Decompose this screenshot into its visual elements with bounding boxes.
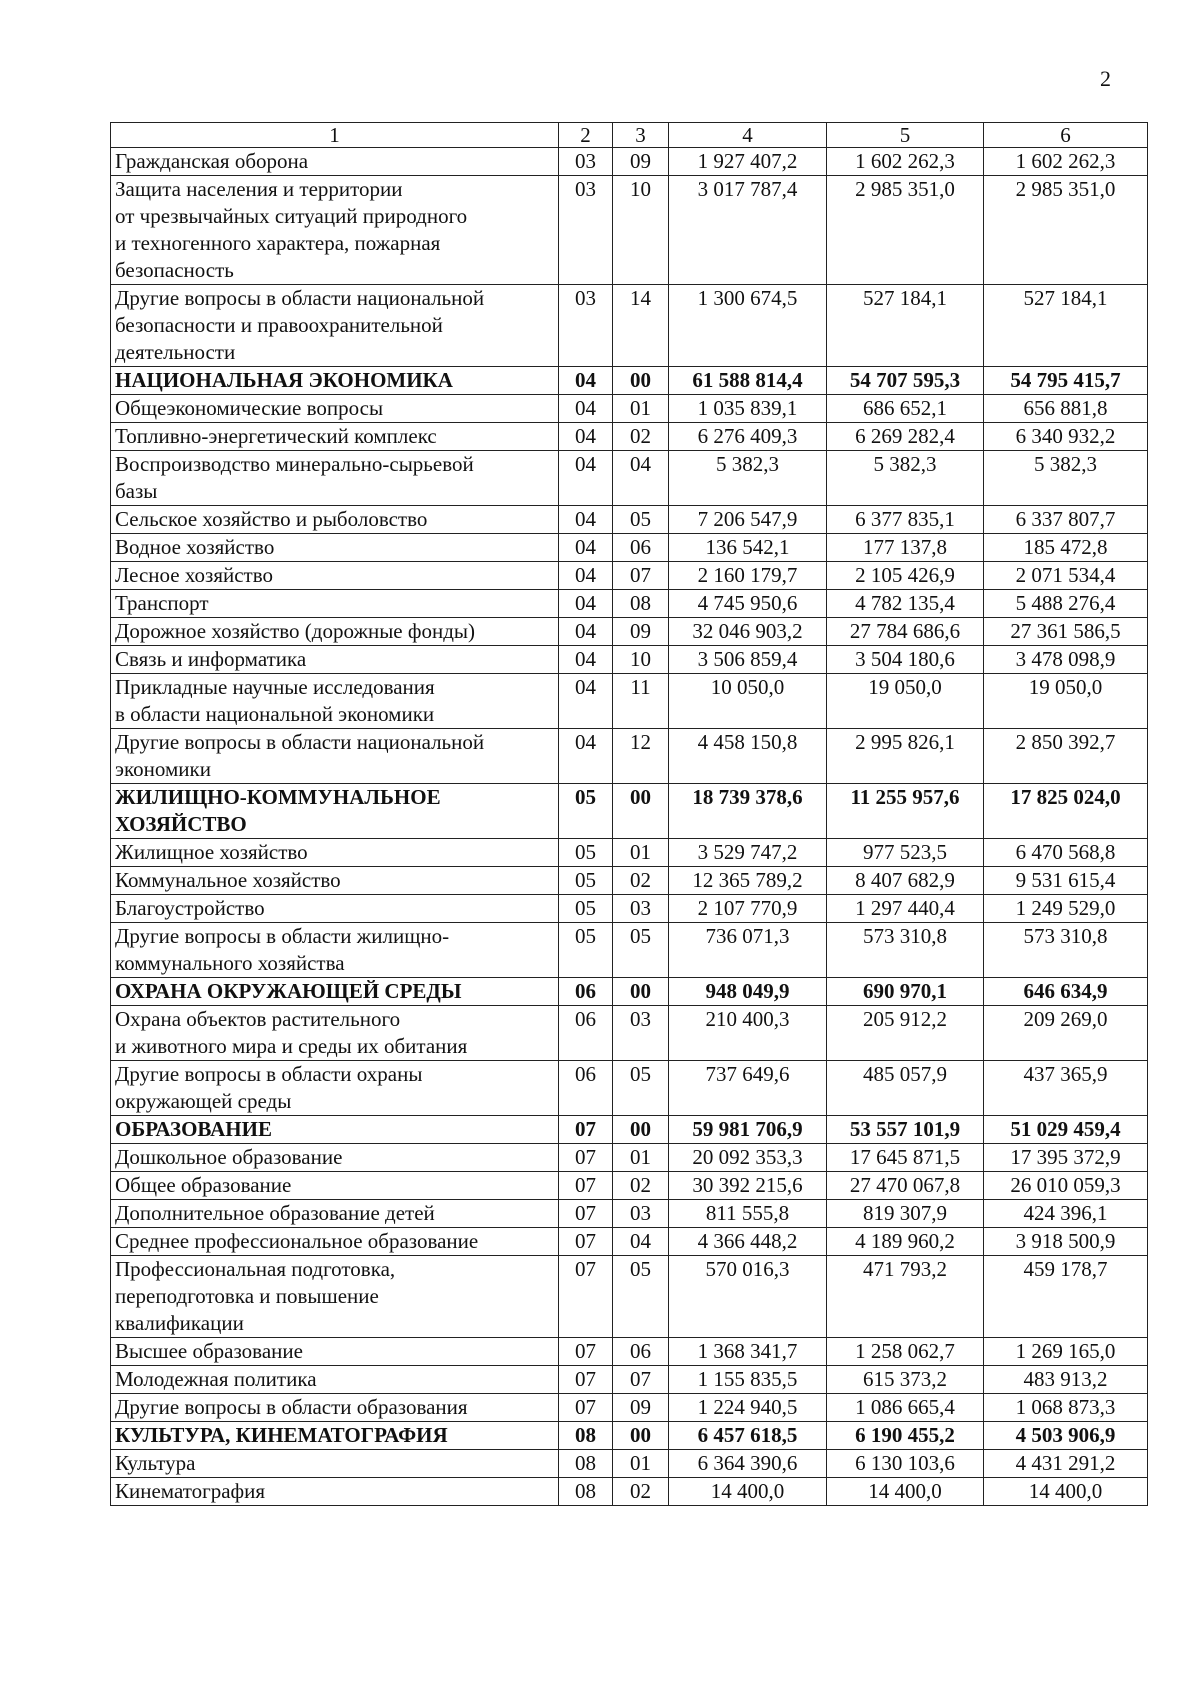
row-value-col5-cell: 485 057,9 bbox=[827, 1061, 984, 1116]
row-section-code-cell: 07 bbox=[559, 1144, 613, 1172]
row-value-col6-cell: 483 913,2 bbox=[984, 1366, 1148, 1394]
row-value-col5-cell: 2 985 351,0 bbox=[827, 176, 984, 285]
row-value-col4-cell: 4 458 150,8 bbox=[669, 729, 827, 784]
row-name-cell: Кинематография bbox=[111, 1478, 559, 1506]
row-name-cell: ОБРАЗОВАНИЕ bbox=[111, 1116, 559, 1144]
row-value-col4-cell: 20 092 353,3 bbox=[669, 1144, 827, 1172]
row-subsection-code-cell: 09 bbox=[613, 1394, 669, 1422]
row-value-col4-cell: 30 392 215,6 bbox=[669, 1172, 827, 1200]
row-section-code-cell: 03 bbox=[559, 148, 613, 176]
row-section-code-cell: 05 bbox=[559, 784, 613, 839]
section-row bbox=[111, 784, 1148, 839]
row-name-cell: Профессиональная подготовка, переподготовка и повышение квалификации bbox=[111, 1256, 559, 1338]
table-row bbox=[111, 395, 1148, 423]
row-value-col4-cell: 59 981 706,9 bbox=[669, 1116, 827, 1144]
section-row bbox=[111, 367, 1148, 395]
row-value-col6-cell: 9 531 615,4 bbox=[984, 867, 1148, 895]
row-value-col5-cell: 6 377 835,1 bbox=[827, 506, 984, 534]
row-value-col4-cell: 1 927 407,2 bbox=[669, 148, 827, 176]
row-subsection-code-cell: 06 bbox=[613, 1338, 669, 1366]
row-name-cell: Дорожное хозяйство (дорожные фонды) bbox=[111, 618, 559, 646]
row-value-col4-cell: 3 529 747,2 bbox=[669, 839, 827, 867]
row-value-col6-cell: 2 071 534,4 bbox=[984, 562, 1148, 590]
row-name-cell: КУЛЬТУРА, КИНЕМАТОГРАФИЯ bbox=[111, 1422, 559, 1450]
row-name-cell: Молодежная политика bbox=[111, 1366, 559, 1394]
row-value-col5-cell: 4 782 135,4 bbox=[827, 590, 984, 618]
row-value-col6-cell: 424 396,1 bbox=[984, 1200, 1148, 1228]
row-value-col5-cell: 27 470 067,8 bbox=[827, 1172, 984, 1200]
row-value-col5-cell: 527 184,1 bbox=[827, 285, 984, 367]
row-value-col6-cell: 19 050,0 bbox=[984, 674, 1148, 729]
row-subsection-code-cell: 04 bbox=[613, 451, 669, 506]
row-subsection-code-cell: 07 bbox=[613, 562, 669, 590]
table-row bbox=[111, 1338, 1148, 1366]
row-subsection-code-cell: 03 bbox=[613, 1200, 669, 1228]
row-value-col5-cell: 1 258 062,7 bbox=[827, 1338, 984, 1366]
header-cell: 1 bbox=[111, 123, 559, 148]
table-row bbox=[111, 590, 1148, 618]
row-name-cell: НАЦИОНАЛЬНАЯ ЭКОНОМИКА bbox=[111, 367, 559, 395]
row-name-cell: Транспорт bbox=[111, 590, 559, 618]
row-section-code-cell: 07 bbox=[559, 1172, 613, 1200]
row-value-col6-cell: 1 269 165,0 bbox=[984, 1338, 1148, 1366]
row-value-col4-cell: 1 035 839,1 bbox=[669, 395, 827, 423]
row-value-col4-cell: 10 050,0 bbox=[669, 674, 827, 729]
row-value-col5-cell: 54 707 595,3 bbox=[827, 367, 984, 395]
row-name-cell: Водное хозяйство bbox=[111, 534, 559, 562]
table-row bbox=[111, 534, 1148, 562]
row-subsection-code-cell: 05 bbox=[613, 923, 669, 978]
table-row bbox=[111, 646, 1148, 674]
row-subsection-code-cell: 10 bbox=[613, 176, 669, 285]
row-name-cell: Воспроизводство минерально-сырьевой базы bbox=[111, 451, 559, 506]
row-name-cell: Другие вопросы в области охраны окружающей среды bbox=[111, 1061, 559, 1116]
row-section-code-cell: 07 bbox=[559, 1228, 613, 1256]
row-section-code-cell: 04 bbox=[559, 590, 613, 618]
row-value-col6-cell: 17 395 372,9 bbox=[984, 1144, 1148, 1172]
row-value-col4-cell: 736 071,3 bbox=[669, 923, 827, 978]
row-value-col6-cell: 2 850 392,7 bbox=[984, 729, 1148, 784]
row-subsection-code-cell: 03 bbox=[613, 895, 669, 923]
table-row bbox=[111, 1144, 1148, 1172]
row-value-col4-cell: 3 506 859,4 bbox=[669, 646, 827, 674]
row-name-cell: Гражданская оборона bbox=[111, 148, 559, 176]
row-name-cell: Коммунальное хозяйство bbox=[111, 867, 559, 895]
header-cell: 5 bbox=[827, 123, 984, 148]
row-value-col4-cell: 737 649,6 bbox=[669, 1061, 827, 1116]
row-value-col4-cell: 1 155 835,5 bbox=[669, 1366, 827, 1394]
row-subsection-code-cell: 12 bbox=[613, 729, 669, 784]
row-subsection-code-cell: 09 bbox=[613, 148, 669, 176]
row-subsection-code-cell: 01 bbox=[613, 1144, 669, 1172]
header-cell: 3 bbox=[613, 123, 669, 148]
table-row bbox=[111, 839, 1148, 867]
row-name-cell: Культура bbox=[111, 1450, 559, 1478]
row-value-col6-cell: 1 068 873,3 bbox=[984, 1394, 1148, 1422]
header-row bbox=[111, 123, 1148, 148]
row-value-col5-cell: 6 190 455,2 bbox=[827, 1422, 984, 1450]
row-value-col5-cell: 3 504 180,6 bbox=[827, 646, 984, 674]
row-subsection-code-cell: 03 bbox=[613, 1006, 669, 1061]
row-subsection-code-cell: 08 bbox=[613, 590, 669, 618]
row-value-col4-cell: 210 400,3 bbox=[669, 1006, 827, 1061]
row-value-col5-cell: 53 557 101,9 bbox=[827, 1116, 984, 1144]
row-value-col4-cell: 32 046 903,2 bbox=[669, 618, 827, 646]
row-section-code-cell: 06 bbox=[559, 1061, 613, 1116]
row-value-col5-cell: 6 269 282,4 bbox=[827, 423, 984, 451]
row-name-cell: Другие вопросы в области образования bbox=[111, 1394, 559, 1422]
row-section-code-cell: 03 bbox=[559, 285, 613, 367]
table-row bbox=[111, 1006, 1148, 1061]
row-section-code-cell: 05 bbox=[559, 895, 613, 923]
row-section-code-cell: 03 bbox=[559, 176, 613, 285]
row-name-cell: Дошкольное образование bbox=[111, 1144, 559, 1172]
row-value-col6-cell: 6 337 807,7 bbox=[984, 506, 1148, 534]
row-value-col4-cell: 14 400,0 bbox=[669, 1478, 827, 1506]
row-value-col5-cell: 17 645 871,5 bbox=[827, 1144, 984, 1172]
row-value-col4-cell: 6 457 618,5 bbox=[669, 1422, 827, 1450]
row-section-code-cell: 04 bbox=[559, 646, 613, 674]
section-row bbox=[111, 1422, 1148, 1450]
row-value-col6-cell: 3 918 500,9 bbox=[984, 1228, 1148, 1256]
row-value-col4-cell: 948 049,9 bbox=[669, 978, 827, 1006]
row-value-col4-cell: 5 382,3 bbox=[669, 451, 827, 506]
row-section-code-cell: 04 bbox=[559, 423, 613, 451]
row-value-col6-cell: 26 010 059,3 bbox=[984, 1172, 1148, 1200]
row-value-col4-cell: 136 542,1 bbox=[669, 534, 827, 562]
row-subsection-code-cell: 11 bbox=[613, 674, 669, 729]
row-value-col4-cell: 6 276 409,3 bbox=[669, 423, 827, 451]
row-name-cell: Другие вопросы в области национальной безопасности и правоохранительной деятельности bbox=[111, 285, 559, 367]
row-section-code-cell: 07 bbox=[559, 1116, 613, 1144]
row-section-code-cell: 08 bbox=[559, 1478, 613, 1506]
row-value-col5-cell: 6 130 103,6 bbox=[827, 1450, 984, 1478]
row-subsection-code-cell: 10 bbox=[613, 646, 669, 674]
row-value-col5-cell: 819 307,9 bbox=[827, 1200, 984, 1228]
row-value-col5-cell: 2 995 826,1 bbox=[827, 729, 984, 784]
row-section-code-cell: 04 bbox=[559, 534, 613, 562]
row-section-code-cell: 05 bbox=[559, 923, 613, 978]
row-subsection-code-cell: 02 bbox=[613, 1172, 669, 1200]
table-row bbox=[111, 1450, 1148, 1478]
row-value-col5-cell: 471 793,2 bbox=[827, 1256, 984, 1338]
row-section-code-cell: 06 bbox=[559, 978, 613, 1006]
row-value-col6-cell: 437 365,9 bbox=[984, 1061, 1148, 1116]
row-section-code-cell: 07 bbox=[559, 1394, 613, 1422]
row-name-cell: Благоустройство bbox=[111, 895, 559, 923]
row-subsection-code-cell: 02 bbox=[613, 1478, 669, 1506]
row-value-col5-cell: 177 137,8 bbox=[827, 534, 984, 562]
table-row bbox=[111, 923, 1148, 978]
row-value-col6-cell: 51 029 459,4 bbox=[984, 1116, 1148, 1144]
row-value-col6-cell: 185 472,8 bbox=[984, 534, 1148, 562]
row-value-col4-cell: 1 224 940,5 bbox=[669, 1394, 827, 1422]
row-subsection-code-cell: 01 bbox=[613, 395, 669, 423]
row-section-code-cell: 07 bbox=[559, 1366, 613, 1394]
table-row bbox=[111, 1172, 1148, 1200]
section-row bbox=[111, 978, 1148, 1006]
row-section-code-cell: 04 bbox=[559, 618, 613, 646]
table-row bbox=[111, 1256, 1148, 1338]
row-value-col5-cell: 686 652,1 bbox=[827, 395, 984, 423]
row-value-col6-cell: 209 269,0 bbox=[984, 1006, 1148, 1061]
row-value-col4-cell: 4 745 950,6 bbox=[669, 590, 827, 618]
row-value-col6-cell: 4 431 291,2 bbox=[984, 1450, 1148, 1478]
row-value-col5-cell: 1 602 262,3 bbox=[827, 148, 984, 176]
table-row bbox=[111, 1478, 1148, 1506]
row-name-cell: Среднее профессиональное образование bbox=[111, 1228, 559, 1256]
row-name-cell: Дополнительное образование детей bbox=[111, 1200, 559, 1228]
page-number: 2 bbox=[1100, 66, 1111, 91]
row-value-col4-cell: 4 366 448,2 bbox=[669, 1228, 827, 1256]
table-row bbox=[111, 1061, 1148, 1116]
row-value-col4-cell: 3 017 787,4 bbox=[669, 176, 827, 285]
row-section-code-cell: 04 bbox=[559, 562, 613, 590]
row-subsection-code-cell: 00 bbox=[613, 1116, 669, 1144]
row-name-cell: Лесное хозяйство bbox=[111, 562, 559, 590]
row-value-col4-cell: 2 160 179,7 bbox=[669, 562, 827, 590]
row-value-col6-cell: 27 361 586,5 bbox=[984, 618, 1148, 646]
table-row bbox=[111, 285, 1148, 367]
row-value-col5-cell: 1 297 440,4 bbox=[827, 895, 984, 923]
row-name-cell: Сельское хозяйство и рыболовство bbox=[111, 506, 559, 534]
row-value-col4-cell: 18 739 378,6 bbox=[669, 784, 827, 839]
table-row bbox=[111, 562, 1148, 590]
row-name-cell: Другие вопросы в области национальной экономики bbox=[111, 729, 559, 784]
table-row bbox=[111, 674, 1148, 729]
table-row bbox=[111, 451, 1148, 506]
table-row bbox=[111, 176, 1148, 285]
row-value-col6-cell: 54 795 415,7 bbox=[984, 367, 1148, 395]
table-row bbox=[111, 1200, 1148, 1228]
row-section-code-cell: 08 bbox=[559, 1450, 613, 1478]
row-value-col6-cell: 459 178,7 bbox=[984, 1256, 1148, 1338]
row-value-col5-cell: 4 189 960,2 bbox=[827, 1228, 984, 1256]
row-subsection-code-cell: 09 bbox=[613, 618, 669, 646]
header-cell: 2 bbox=[559, 123, 613, 148]
row-value-col4-cell: 61 588 814,4 bbox=[669, 367, 827, 395]
row-section-code-cell: 04 bbox=[559, 729, 613, 784]
row-section-code-cell: 04 bbox=[559, 674, 613, 729]
row-subsection-code-cell: 01 bbox=[613, 1450, 669, 1478]
row-section-code-cell: 07 bbox=[559, 1338, 613, 1366]
row-name-cell: Жилищное хозяйство bbox=[111, 839, 559, 867]
row-subsection-code-cell: 06 bbox=[613, 534, 669, 562]
row-subsection-code-cell: 05 bbox=[613, 1061, 669, 1116]
row-subsection-code-cell: 00 bbox=[613, 784, 669, 839]
row-subsection-code-cell: 05 bbox=[613, 506, 669, 534]
row-value-col6-cell: 14 400,0 bbox=[984, 1478, 1148, 1506]
row-value-col4-cell: 6 364 390,6 bbox=[669, 1450, 827, 1478]
budget-table bbox=[110, 122, 1148, 1506]
row-value-col6-cell: 646 634,9 bbox=[984, 978, 1148, 1006]
row-value-col6-cell: 17 825 024,0 bbox=[984, 784, 1148, 839]
row-name-cell: Общее образование bbox=[111, 1172, 559, 1200]
row-name-cell: Защита населения и территории от чрезвычайных ситуаций природного и техногенного характера, пожарная безопасность bbox=[111, 176, 559, 285]
table-row bbox=[111, 1366, 1148, 1394]
row-section-code-cell: 08 bbox=[559, 1422, 613, 1450]
row-section-code-cell: 07 bbox=[559, 1256, 613, 1338]
row-subsection-code-cell: 14 bbox=[613, 285, 669, 367]
row-value-col5-cell: 977 523,5 bbox=[827, 839, 984, 867]
row-name-cell: Топливно-энергетический комплекс bbox=[111, 423, 559, 451]
row-value-col4-cell: 570 016,3 bbox=[669, 1256, 827, 1338]
row-value-col5-cell: 690 970,1 bbox=[827, 978, 984, 1006]
row-section-code-cell: 05 bbox=[559, 867, 613, 895]
row-section-code-cell: 07 bbox=[559, 1200, 613, 1228]
row-value-col5-cell: 19 050,0 bbox=[827, 674, 984, 729]
table-row bbox=[111, 1394, 1148, 1422]
row-name-cell: Связь и информатика bbox=[111, 646, 559, 674]
row-value-col5-cell: 11 255 957,6 bbox=[827, 784, 984, 839]
row-section-code-cell: 06 bbox=[559, 1006, 613, 1061]
table-row bbox=[111, 1228, 1148, 1256]
row-name-cell: Общеэкономические вопросы bbox=[111, 395, 559, 423]
row-value-col6-cell: 4 503 906,9 bbox=[984, 1422, 1148, 1450]
row-subsection-code-cell: 00 bbox=[613, 367, 669, 395]
row-value-col6-cell: 1 602 262,3 bbox=[984, 148, 1148, 176]
row-value-col6-cell: 5 488 276,4 bbox=[984, 590, 1148, 618]
section-row bbox=[111, 1116, 1148, 1144]
row-value-col6-cell: 527 184,1 bbox=[984, 285, 1148, 367]
row-section-code-cell: 04 bbox=[559, 367, 613, 395]
header-cell: 4 bbox=[669, 123, 827, 148]
row-name-cell: Прикладные научные исследования в области национальной экономики bbox=[111, 674, 559, 729]
row-name-cell: ОХРАНА ОКРУЖАЮЩЕЙ СРЕДЫ bbox=[111, 978, 559, 1006]
row-value-col5-cell: 615 373,2 bbox=[827, 1366, 984, 1394]
row-value-col4-cell: 2 107 770,9 bbox=[669, 895, 827, 923]
row-section-code-cell: 04 bbox=[559, 506, 613, 534]
row-value-col5-cell: 8 407 682,9 bbox=[827, 867, 984, 895]
row-value-col6-cell: 6 340 932,2 bbox=[984, 423, 1148, 451]
row-value-col5-cell: 2 105 426,9 bbox=[827, 562, 984, 590]
row-subsection-code-cell: 04 bbox=[613, 1228, 669, 1256]
table-row bbox=[111, 729, 1148, 784]
table-row bbox=[111, 618, 1148, 646]
row-value-col6-cell: 656 881,8 bbox=[984, 395, 1148, 423]
row-value-col6-cell: 3 478 098,9 bbox=[984, 646, 1148, 674]
table-row bbox=[111, 895, 1148, 923]
table-row bbox=[111, 148, 1148, 176]
row-value-col5-cell: 1 086 665,4 bbox=[827, 1394, 984, 1422]
row-value-col5-cell: 205 912,2 bbox=[827, 1006, 984, 1061]
row-value-col4-cell: 1 300 674,5 bbox=[669, 285, 827, 367]
row-value-col5-cell: 14 400,0 bbox=[827, 1478, 984, 1506]
row-value-col4-cell: 1 368 341,7 bbox=[669, 1338, 827, 1366]
row-value-col6-cell: 6 470 568,8 bbox=[984, 839, 1148, 867]
table-row bbox=[111, 506, 1148, 534]
row-section-code-cell: 04 bbox=[559, 395, 613, 423]
row-value-col6-cell: 2 985 351,0 bbox=[984, 176, 1148, 285]
row-name-cell: Охрана объектов растительного и животного мира и среды их обитания bbox=[111, 1006, 559, 1061]
row-subsection-code-cell: 02 bbox=[613, 867, 669, 895]
header-cell: 6 bbox=[984, 123, 1148, 148]
row-subsection-code-cell: 01 bbox=[613, 839, 669, 867]
row-value-col4-cell: 12 365 789,2 bbox=[669, 867, 827, 895]
table-row bbox=[111, 423, 1148, 451]
row-name-cell: Другие вопросы в области жилищно- коммунального хозяйства bbox=[111, 923, 559, 978]
row-section-code-cell: 05 bbox=[559, 839, 613, 867]
row-subsection-code-cell: 05 bbox=[613, 1256, 669, 1338]
row-value-col5-cell: 27 784 686,6 bbox=[827, 618, 984, 646]
row-value-col4-cell: 7 206 547,9 bbox=[669, 506, 827, 534]
row-value-col4-cell: 811 555,8 bbox=[669, 1200, 827, 1228]
row-value-col5-cell: 5 382,3 bbox=[827, 451, 984, 506]
row-value-col6-cell: 1 249 529,0 bbox=[984, 895, 1148, 923]
row-subsection-code-cell: 00 bbox=[613, 1422, 669, 1450]
row-section-code-cell: 04 bbox=[559, 451, 613, 506]
row-subsection-code-cell: 02 bbox=[613, 423, 669, 451]
row-value-col6-cell: 573 310,8 bbox=[984, 923, 1148, 978]
row-value-col6-cell: 5 382,3 bbox=[984, 451, 1148, 506]
row-name-cell: Высшее образование bbox=[111, 1338, 559, 1366]
table-row bbox=[111, 867, 1148, 895]
row-name-cell: ЖИЛИЩНО-КОММУНАЛЬНОЕ ХОЗЯЙСТВО bbox=[111, 784, 559, 839]
row-value-col5-cell: 573 310,8 bbox=[827, 923, 984, 978]
row-subsection-code-cell: 07 bbox=[613, 1366, 669, 1394]
row-subsection-code-cell: 00 bbox=[613, 978, 669, 1006]
budget-table-body bbox=[111, 123, 1148, 1506]
